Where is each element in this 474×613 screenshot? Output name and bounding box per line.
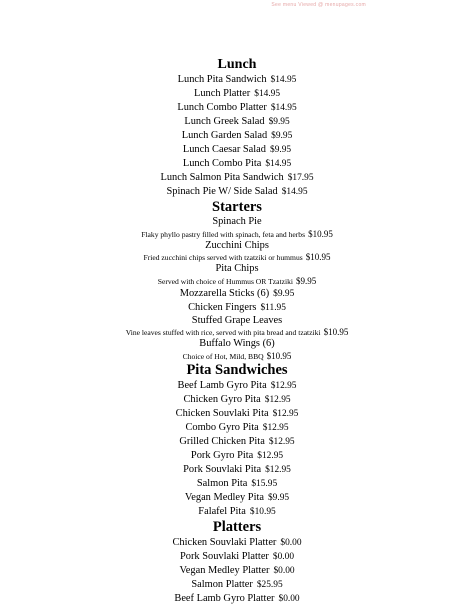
item-description bbox=[0, 351, 474, 362]
item-name: Beef Lamb Gyro Pita bbox=[177, 379, 267, 391]
item-name: Chicken Gyro Pita bbox=[183, 393, 261, 405]
menu-item bbox=[0, 129, 474, 143]
item-name: Buffalo Wings (6) bbox=[199, 338, 275, 349]
section-lunch bbox=[0, 56, 474, 199]
menu-item bbox=[0, 115, 474, 129]
item-price: $12.95 bbox=[257, 450, 284, 461]
item-name: Chicken Fingers bbox=[188, 301, 257, 313]
menu-item bbox=[0, 157, 474, 171]
item-desc-text: Choice of Hot, Mild, BBQ bbox=[182, 351, 264, 361]
item-name: Spinach Pie bbox=[212, 216, 262, 227]
menu-item bbox=[0, 505, 474, 519]
menu-item bbox=[0, 73, 474, 87]
section-title-platters: Platters bbox=[212, 518, 262, 535]
menu-item bbox=[0, 421, 474, 435]
item-price: $0.00 bbox=[273, 565, 295, 576]
item-name: Pork Souvlaki Platter bbox=[180, 550, 269, 562]
menu-item bbox=[0, 491, 474, 505]
item-price: $10.95 bbox=[308, 228, 333, 239]
item-price: $10.95 bbox=[249, 506, 276, 517]
item-price: $15.95 bbox=[251, 478, 278, 489]
item-price: $9.95 bbox=[270, 145, 292, 155]
item-price: $25.95 bbox=[256, 579, 283, 590]
item-description bbox=[0, 252, 474, 263]
item-name: Pita Chips bbox=[215, 263, 259, 274]
menu-item bbox=[0, 463, 474, 477]
item-name: Vegan Medley Platter bbox=[179, 564, 270, 576]
item-description bbox=[0, 229, 474, 240]
item-price: $10.95 bbox=[323, 327, 349, 337]
item-name: Lunch Pita Sandwich bbox=[177, 74, 267, 85]
section-title-pita-sandwiches: Pita Sandwiches bbox=[186, 361, 288, 378]
item-name: Chicken Souvlaki Platter bbox=[172, 536, 277, 548]
item-price: $9.95 bbox=[268, 117, 290, 127]
menu-item bbox=[0, 171, 474, 185]
item-name: Combo Gyro Pita bbox=[185, 421, 259, 433]
item-price: $14.95 bbox=[254, 89, 281, 99]
item-name: Lunch Platter bbox=[193, 88, 251, 99]
menu-item bbox=[0, 477, 474, 491]
menu-item bbox=[0, 550, 474, 564]
item-price: $9.95 bbox=[267, 492, 290, 503]
item-price: $12.95 bbox=[270, 380, 297, 391]
item-name: Lunch Greek Salad bbox=[184, 116, 265, 127]
item-description bbox=[0, 276, 474, 287]
section-starters bbox=[0, 199, 474, 362]
item-price: $17.95 bbox=[287, 173, 314, 183]
item-name: Mozzarella Sticks (6) bbox=[179, 287, 270, 299]
menu-item bbox=[0, 143, 474, 157]
item-price: $14.95 bbox=[270, 75, 297, 85]
item-price: $0.00 bbox=[272, 551, 294, 562]
menu-page bbox=[0, 56, 474, 606]
menu-item bbox=[0, 393, 474, 407]
item-name: Zucchini Chips bbox=[205, 239, 269, 251]
item-price: $11.95 bbox=[260, 302, 286, 313]
item-description bbox=[0, 327, 474, 338]
item-desc-text: Flaky phyllo pastry filled with spinach, feta and herbs bbox=[141, 229, 306, 239]
menu-item bbox=[0, 449, 474, 463]
item-price: $0.00 bbox=[278, 593, 300, 604]
item-name: Spinach Pie W/ Side Salad bbox=[166, 186, 278, 197]
item-price: $9.95 bbox=[273, 288, 295, 299]
item-price: $0.00 bbox=[280, 537, 302, 548]
item-price: $10.95 bbox=[266, 350, 292, 361]
menu-item bbox=[0, 379, 474, 393]
menu-item bbox=[0, 564, 474, 578]
menu-item bbox=[0, 101, 474, 115]
item-price: $14.95 bbox=[281, 187, 308, 197]
item-name: Pork Souvlaki Pita bbox=[183, 463, 262, 475]
menu-item bbox=[0, 287, 474, 301]
item-price: $12.95 bbox=[264, 394, 291, 405]
item-name: Falafel Pita bbox=[198, 505, 246, 517]
item-desc-text: Served with choice of Hummus OR Tzatziki bbox=[157, 276, 293, 286]
item-desc-text: Fried zucchini chips served with tzatziki or hummus bbox=[143, 253, 303, 262]
menu-item bbox=[0, 407, 474, 421]
item-name: Lunch Combo Pita bbox=[182, 158, 262, 169]
menu-item bbox=[0, 536, 474, 550]
item-name: Vegan Medley Pita bbox=[184, 491, 264, 503]
item-price: $10.95 bbox=[305, 252, 331, 262]
item-name: Grilled Chicken Pita bbox=[179, 435, 265, 447]
item-price: $12.95 bbox=[272, 408, 299, 419]
item-price: $12.95 bbox=[268, 436, 295, 447]
item-price: $12.95 bbox=[262, 422, 289, 433]
item-name: Chicken Souvlaki Pita bbox=[175, 407, 269, 419]
item-price: $14.95 bbox=[270, 103, 297, 113]
section-title-starters: Starters bbox=[212, 199, 262, 215]
menu-item bbox=[0, 578, 474, 592]
item-price: $12.95 bbox=[265, 464, 291, 475]
menu-item bbox=[0, 301, 474, 315]
item-name: Lunch Salmon Pita Sandwich bbox=[160, 172, 284, 183]
item-name: Beef Lamb Gyro Platter bbox=[174, 592, 275, 604]
item-name: Lunch Combo Platter bbox=[177, 102, 267, 113]
item-name: Lunch Caesar Salad bbox=[182, 144, 266, 155]
item-price: $9.95 bbox=[296, 275, 317, 286]
section-pita-sandwiches bbox=[0, 362, 474, 519]
item-name: Pork Gyro Pita bbox=[190, 449, 254, 461]
menu-item bbox=[0, 87, 474, 101]
item-name: Stuffed Grape Leaves bbox=[191, 314, 283, 326]
item-name: Salmon Platter bbox=[191, 578, 253, 590]
menu-item bbox=[0, 592, 474, 606]
item-price: $9.95 bbox=[271, 131, 293, 141]
section-platters bbox=[0, 519, 474, 606]
watermark: See menu Viewed @ menupages.com bbox=[271, 2, 366, 8]
item-desc-text: Vine leaves stuffed with rice, served with pita bread and tzatziki bbox=[125, 328, 321, 337]
section-title-lunch: Lunch bbox=[217, 57, 257, 72]
item-price: $14.95 bbox=[265, 159, 292, 169]
item-name: Salmon Pita bbox=[196, 477, 248, 489]
menu-item bbox=[0, 185, 474, 199]
menu-item bbox=[0, 435, 474, 449]
item-name: Lunch Garden Salad bbox=[181, 130, 268, 141]
